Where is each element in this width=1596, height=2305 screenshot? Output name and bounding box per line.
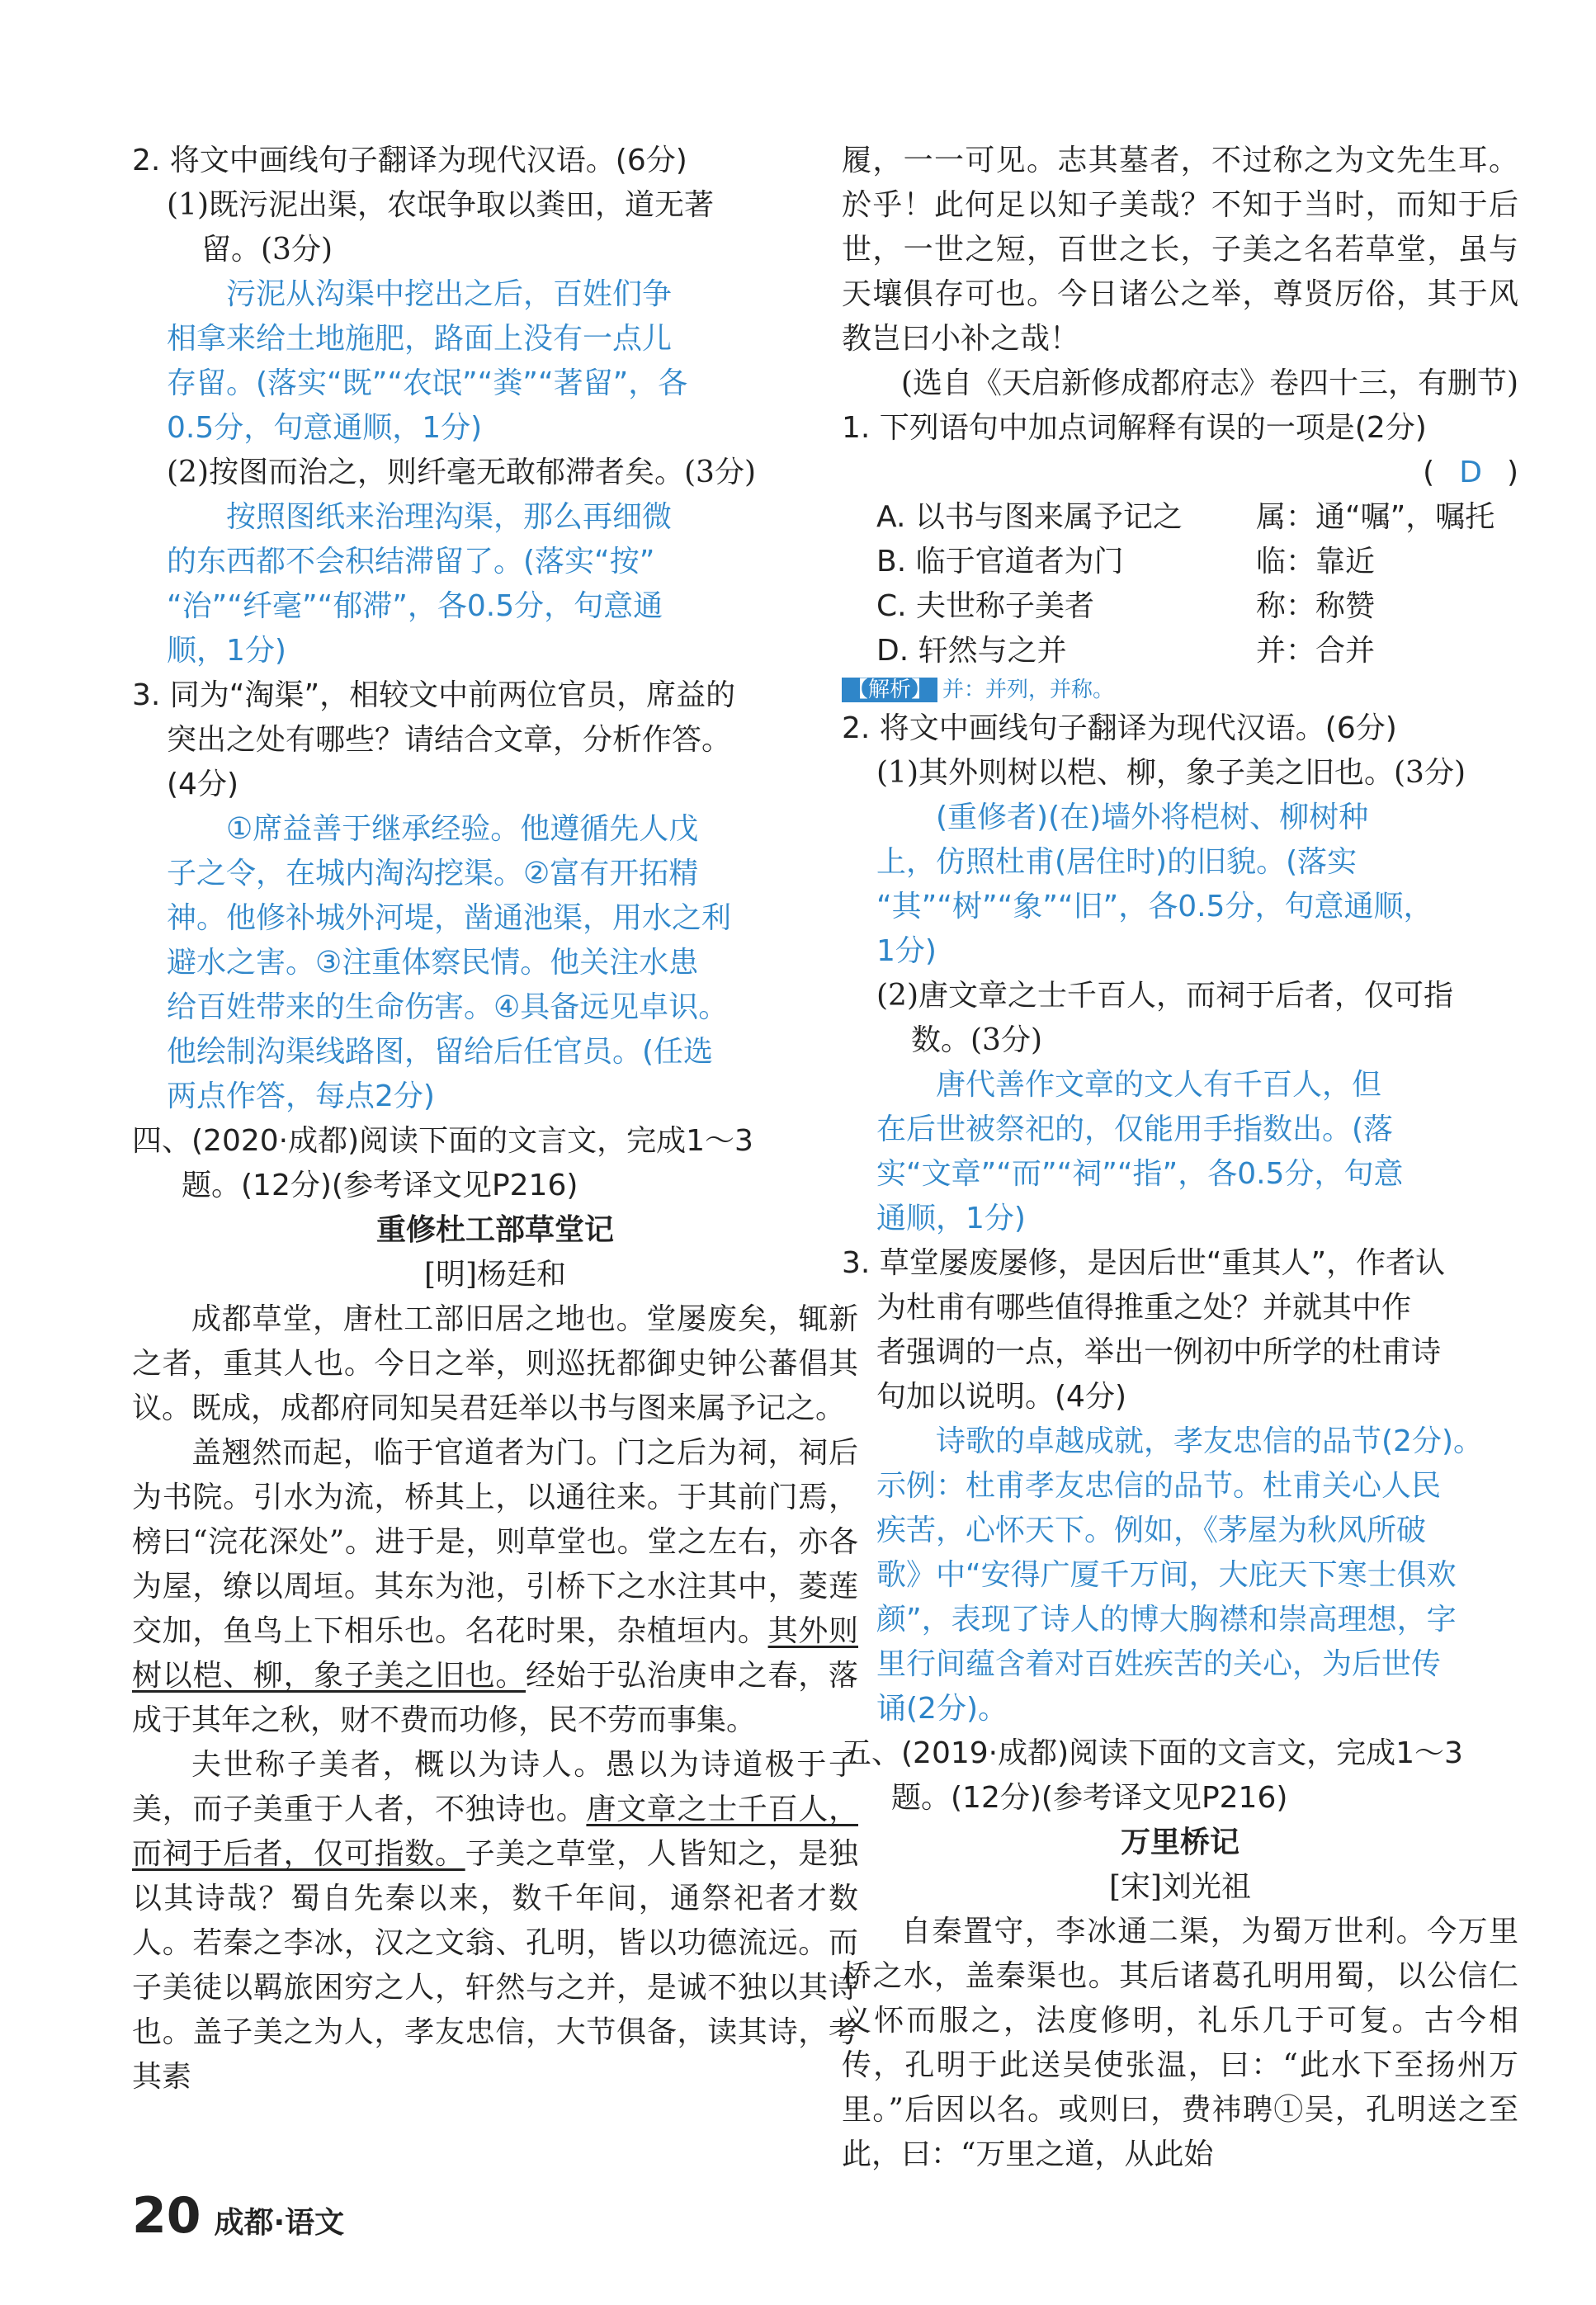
- section-5-heading: [842, 1731, 1518, 1821]
- paragraph-wanliqiao: 自秦置守，李冰通二渠，为蜀万世利。今万里桥之水，盖秦渠也。其后诸葛孔明用蜀，以公信仁义怀而服之，法度修明，礼乐几于可复。古今相传，孔明于此送吴使张温，曰：“此水下至扬州万里。”后因以名。或则曰，费祎聘①吴，孔明送之至此，曰：“万里之道，从此始: [842, 1915, 1518, 2171]
- analysis-text: 并：并列，并称。: [942, 678, 1115, 702]
- q2-1-line1: (1)既污泥出渠，农氓争取以粪田，道无著: [167, 188, 714, 222]
- q3-title-right: [842, 1241, 1518, 1419]
- answer-line: 1分): [876, 934, 937, 968]
- passage-title: 重修杜工部草堂记: [375, 1213, 614, 1247]
- text: 子美之草堂，人皆知之，是独以其诗哉？蜀自先秦以来，数千年间，通祭祀者才数人。若秦之李冰，汉之文翁、孔明，皆以功德流远。而子美徒以羁旅困穷之人，轩然与之并，是诚不独以其诗也。盖子美之为人，孝友忠信，大节俱备，读其诗，考其素: [132, 1837, 858, 2094]
- answer-line: 的东西都不会积结滞留了。(落实“按”: [167, 545, 655, 579]
- answer-line: 污泥从沟渠中挖出之后，百姓们争: [226, 277, 673, 311]
- paragraph-3: [132, 1743, 858, 2100]
- text: 夫世称子美者，概以为诗人。愚以为诗道极于子美，而子美重于人者，不独诗也。: [132, 1748, 858, 1826]
- q3-answer-right: [842, 1419, 1518, 1731]
- answer-line: 神。他修补城外河堤，凿通池渠，用水之利: [167, 901, 732, 935]
- answer-line: 里行间蕴含着对百姓疾苦的关心，为后世传: [876, 1647, 1442, 1681]
- answer-line: 子之令，在城内淘沟挖渠。②富有开拓精: [167, 857, 699, 890]
- answer-line: 示例：杜甫孝友忠信的品节。杜甫关心人民: [876, 1469, 1442, 1503]
- answer-line: 给百姓带来的生命伤害。④具备远见卓识。: [167, 990, 729, 1024]
- section-line: 五、(2019·成都)阅读下面的文言文，完成1～3: [842, 1736, 1463, 1770]
- section-line: 四、(2020·成都)阅读下面的文言文，完成1～3: [132, 1124, 753, 1158]
- option-d: [842, 629, 1518, 673]
- answer-line: 顺，1分): [167, 634, 286, 668]
- q2-1-answer-right: [842, 796, 1518, 974]
- option-a: [842, 495, 1518, 540]
- paragraph-1: 成都草堂，唐杜工部旧居之地也。堂屡废矣，辄新之者，重其人也。今日之举，则巡抚都御史钟公蕃倡其议。既成，成都府同知吴君廷举以书与图来属予记之。: [132, 1302, 858, 1425]
- q2-1-line-right: (1)其外则树以桤、柳，象子美之旧也。(3分): [876, 756, 1466, 790]
- q2-2-line: (2)按图而治之，则纤毫无敢郁滞者矣。(3分): [167, 456, 756, 489]
- answer-line: 诗歌的卓越成就，孝友忠信的品节(2分)。: [936, 1424, 1483, 1458]
- q2-1-line2: 留。(3分): [201, 233, 333, 267]
- answer-line: 相拿来给土地施肥，路面上没有一点儿: [167, 322, 673, 356]
- answer-line: 实“文章”“而”“祠”“指”，各0.5分，句意: [876, 1157, 1404, 1191]
- option-sentence: C. 夫世称子美者: [876, 589, 1095, 623]
- right-column: [842, 139, 1518, 2177]
- analysis-note: [842, 673, 1518, 706]
- underlined-sentence: 唐文章之士千百人，而祠于后者，仅可指数。: [132, 1793, 858, 1871]
- q2-title-right: 2. 将文中画线句子翻译为现代汉语。(6分): [842, 711, 1397, 745]
- question-line: 为杜甫有哪些值得推重之处？并就其中作: [876, 1291, 1412, 1325]
- q2-1-answer: [132, 272, 858, 451]
- q2-2-line2-right: 数。(3分): [911, 1023, 1042, 1057]
- q1-answer-paren: ( D ): [1423, 456, 1518, 489]
- section-line: 题。(12分)(参考译文见P216): [891, 1781, 1288, 1815]
- q2-title: 2. 将文中画线句子翻译为现代汉语。(6分): [132, 144, 687, 177]
- answer-line: 存留。(落实“既”“农氓”“粪”“著留”，各: [167, 366, 688, 400]
- q1-answer: D: [1459, 456, 1482, 489]
- option-explanation: 称：称赞: [1256, 589, 1376, 623]
- paragraph-2: [132, 1431, 858, 1743]
- section-line: 题。(12分)(参考译文见P216): [182, 1169, 578, 1202]
- answer-line: 颜”，表现了诗人的博大胸襟和崇高理想，字: [876, 1603, 1457, 1637]
- answer-line: 诵(2分)。: [876, 1692, 1008, 1726]
- q2-2-answer: [132, 495, 858, 673]
- answer-line: 他绘制沟渠线路图，留给后任官员。(任选: [167, 1035, 714, 1069]
- page-number: 20: [132, 2187, 201, 2245]
- answer-line: “其”“树”“象”“旧”，各0.5分，句意通顺，: [876, 890, 1433, 923]
- passage-title-2: 万里桥记: [1120, 1826, 1239, 1859]
- source-note: (选自《天启新修成都府志》卷四十三，有删节): [900, 366, 1518, 400]
- option-sentence: A. 以书与图来属予记之: [876, 500, 1183, 534]
- answer-line: 避水之害。③注重体察民情。他关注水患: [167, 946, 699, 980]
- text: 经始于弘治庚申之春，落成于其年之秋，财不费而功修，民不劳而事集。: [132, 1659, 858, 1737]
- answer-line: 在后世被祭祀的，仅能用手指数出。(落: [876, 1112, 1394, 1146]
- passage-author-2: [宋]刘光祖: [1108, 1870, 1252, 1904]
- question-line: 者强调的一点，举出一例初中所学的杜甫诗: [876, 1335, 1442, 1369]
- q3-answer: [132, 807, 858, 1119]
- question-line: 3. 草堂屡废屡修，是因后世“重其人”，作者认: [842, 1246, 1446, 1280]
- underlined-sentence: 其外则树以桤、柳，象子美之旧也。: [132, 1614, 858, 1693]
- analysis-tag: 【解析】: [842, 678, 937, 702]
- left-column: [132, 139, 858, 2100]
- question-line: 3. 同为“淘渠”，相较文中前两位官员，席益的: [132, 678, 736, 712]
- text: 盖翘然而起，临于官道者为门。门之后为祠，祠后为书院。引水为流，桥其上，以通往来。于其前门焉，榜曰“浣花深处”。进于是，则草堂也。堂之左右，亦各为屋，缭以周垣。其东为池，引桥下之水注其中，菱莲交加，鱼鸟上下相乐也。名花时果，杂植垣内。: [132, 1436, 858, 1648]
- question-line: 突出之处有哪些？请结合文章，分析作答。: [167, 723, 732, 757]
- answer-line: 通顺，1分): [876, 1202, 1026, 1235]
- q2-2-answer-right: [842, 1063, 1518, 1241]
- footer-label: 成都·语文: [214, 2206, 345, 2240]
- option-c: [842, 584, 1518, 629]
- option-explanation: 属：通“嘱”，嘱托: [1256, 500, 1495, 534]
- page-footer: [132, 2187, 344, 2245]
- section-4-heading: [132, 1119, 858, 1208]
- answer-line: 按照图纸来治理沟渠，那么再细微: [226, 500, 673, 534]
- question-line: 句加以说明。(4分): [876, 1380, 1126, 1414]
- option-explanation: 并：合并: [1256, 634, 1376, 668]
- answer-line: 歌》中“安得广厦千万间，大庇天下寒士俱欢: [876, 1558, 1457, 1592]
- option-sentence: D. 轩然与之并: [876, 634, 1067, 668]
- q2-2-line1-right: (2)唐文章之士千百人，而祠于后者，仅可指: [876, 979, 1453, 1013]
- answer-line: 唐代善作文章的文人有千百人，但: [936, 1068, 1382, 1102]
- passage-author: [明]杨廷和: [423, 1258, 567, 1292]
- q3-title: [132, 673, 858, 807]
- option-b: [842, 540, 1518, 584]
- answer-line: 两点作答，每点2分): [167, 1079, 435, 1113]
- option-explanation: 临：靠近: [1256, 545, 1376, 579]
- q1-title: 1. 下列语句中加点词解释有误的一项是(2分): [842, 411, 1427, 445]
- answer-line: 0.5分，句意通顺，1分): [167, 411, 483, 445]
- answer-line: ①席益善于继承经验。他遵循先人戊: [226, 812, 699, 846]
- question-line: (4分): [167, 768, 238, 801]
- answer-line: (重修者)(在)墙外将桤树、柳树种: [936, 801, 1369, 834]
- paragraph-3-continued: 履，一一可见。志其墓者，不过称之为文先生耳。於乎！此何足以知子美哉？不知于当时，而知于后世，一世之短，百世之长，子美之名若草堂，虽与天壤俱存可也。今日诸公之举，尊贤厉俗，其于风教岂曰小补之哉！: [842, 144, 1518, 356]
- answer-line: 上，仿照杜甫(居住时)的旧貌。(落实: [876, 845, 1358, 879]
- option-sentence: B. 临于官道者为门: [876, 545, 1124, 579]
- answer-line: 疾苦，心怀天下。例如，《茅屋为秋风所破: [876, 1514, 1427, 1547]
- answer-line: “治”“纤毫”“郁滞”，各0.5分，句意通: [167, 589, 663, 623]
